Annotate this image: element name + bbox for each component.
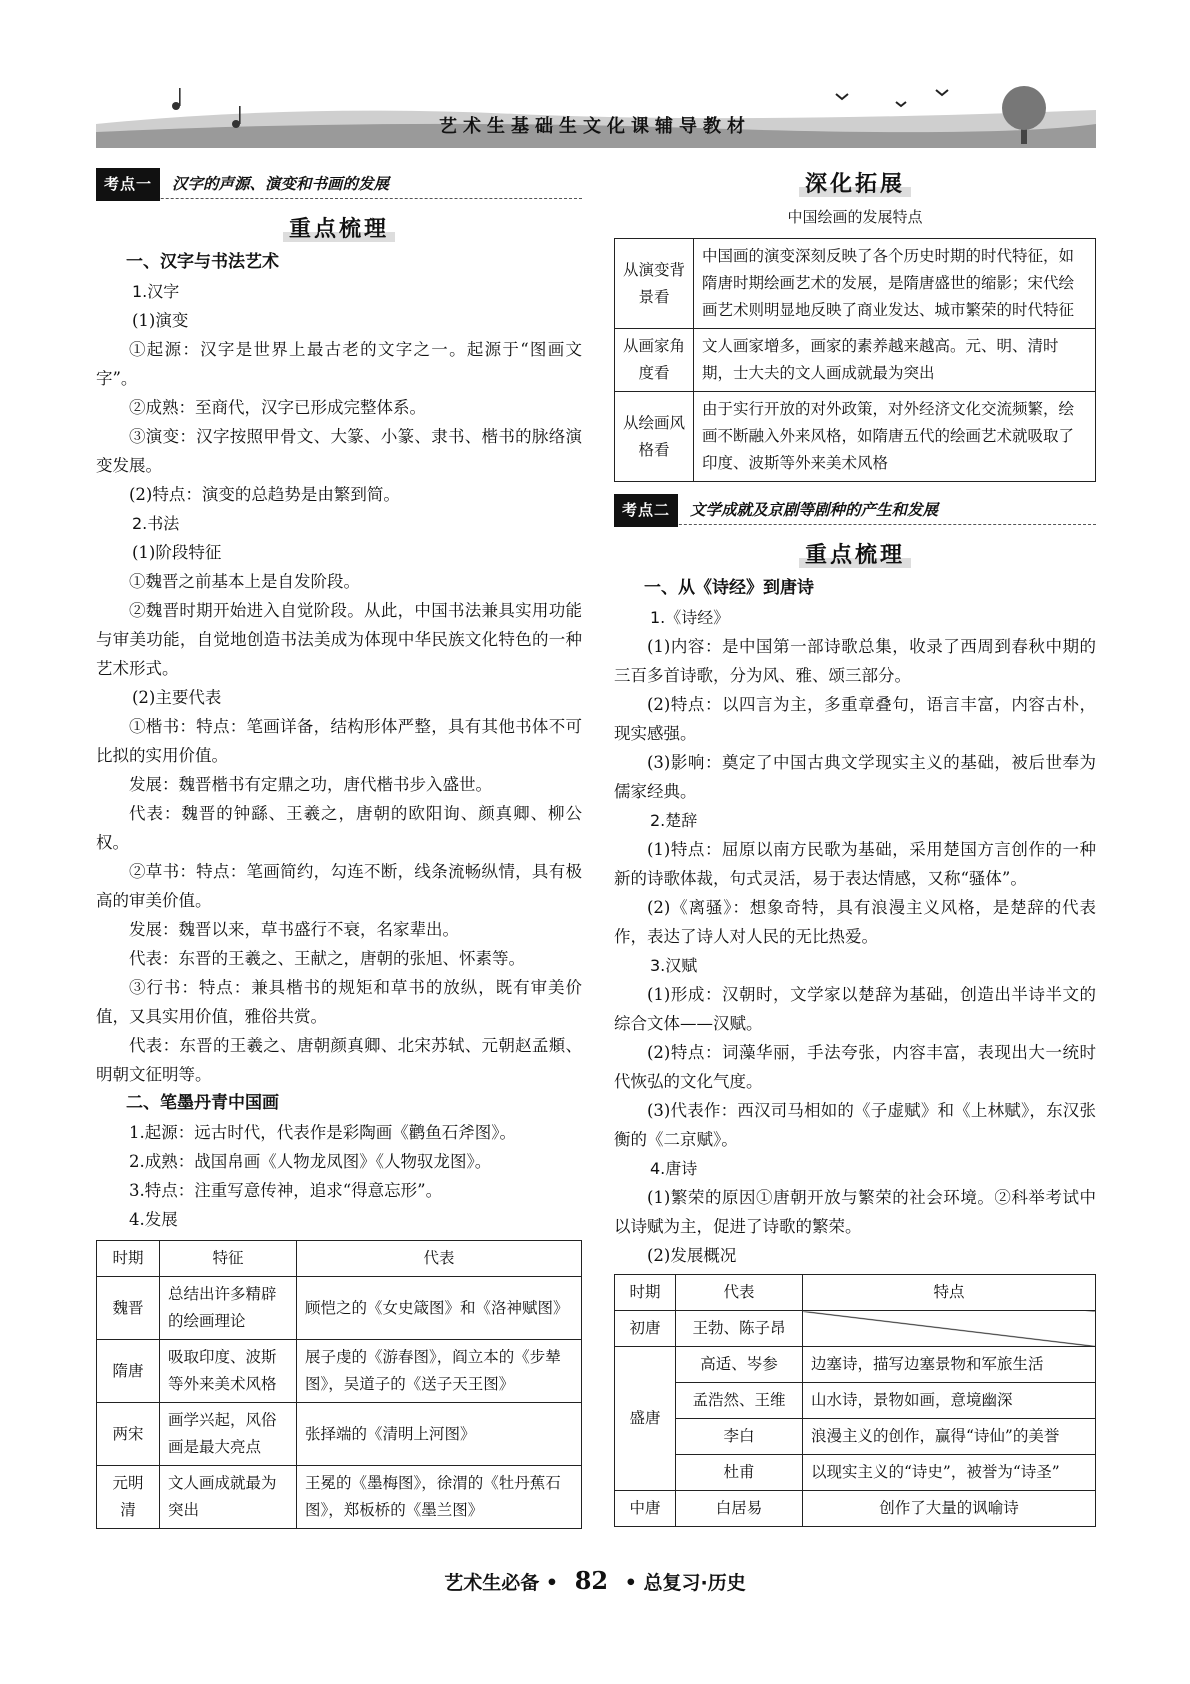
paragraph: ①起源：汉字是世界上最古老的文字之一。起源于“图画文字”。 <box>96 340 582 388</box>
table-row: 魏晋 总结出许多精辟的绘画理论 顾恺之的《女史箴图》和《洛神赋图》 <box>97 1277 582 1340</box>
heading: 一、从《诗经》到唐诗 <box>644 578 814 598</box>
subheading: 4.唐诗 <box>650 1159 698 1178</box>
paragraph: (3)影响：奠定了中国古典文学现实主义的基础，被后世奉为儒家经典。 <box>614 753 1096 801</box>
right-column <box>614 170 1096 1527</box>
paragraph: ②成熟：至商代，汉字已形成完整体系。 <box>129 398 426 417</box>
paragraph: (2)特点：演变的总趋势是由繁到简。 <box>129 485 400 504</box>
topic-title: 汉字的声源、演变和书画的发展 <box>172 174 390 193</box>
paragraph: 发展：魏晋楷书有定鼎之功，唐代楷书步入盛世。 <box>129 775 492 794</box>
table-row: 中唐 白居易 创作了大量的讽喻诗 <box>615 1491 1096 1527</box>
extension-heading: 深化拓展 <box>614 170 1096 199</box>
paragraph: ①楷书：特点：笔画详备，结构形体严整，具有其他书体不可比拟的实用价值。 <box>96 717 582 765</box>
paragraph: (1)特点：屈原以南方民歌为基础，采用楚国方言创作的一种新的诗歌体裁，句式灵活，易于表达情感，又称“骚体”。 <box>614 840 1096 888</box>
subheading: 1.汉字 <box>132 282 180 301</box>
section-heading: 重点梳理 <box>96 215 582 244</box>
topic-title: 文学成就及京剧等剧种的产生和发展 <box>690 500 939 519</box>
subheading: 3.汉赋 <box>650 956 698 975</box>
paragraph: ③行书：特点：兼具楷书的规矩和草书的放纵，既有审美价值，又具实用价值，雅俗共赏。 <box>96 978 582 1026</box>
paragraph: (3)代表作：西汉司马相如的《子虚赋》和《上林赋》，东汉张衡的《二京赋》。 <box>614 1101 1096 1149</box>
paragraph: (1)形成：汉朝时，文学家以楚辞为基础，创造出半诗半文的综合文体——汉赋。 <box>614 985 1096 1033</box>
footer-subject: 总复习·历史 <box>643 1572 746 1594</box>
paragraph: 代表：东晋的王羲之、王献之，唐朝的张旭、怀素等。 <box>129 949 525 968</box>
paragraph: 发展：魏晋以来，草书盛行不衰，名家辈出。 <box>129 920 459 939</box>
paragraph: ②魏晋时期开始进入自觉阶段。从此，中国书法兼具实用功能与审美功能，自觉地创造书法美成为体现中华民族文化特色的一种艺术形式。 <box>96 601 582 678</box>
paragraph: (2)发展概况 <box>647 1246 737 1265</box>
paragraph: (1)演变 <box>132 311 189 330</box>
table-row: 初唐 王勃、陈子昂 <box>615 1311 1096 1347</box>
banner-title: 艺术生基础生文化课辅导教材 <box>439 116 751 137</box>
table-row: 盛唐 高适、岑参 边塞诗，描写边塞景物和军旅生活 <box>615 1347 1096 1383</box>
heading: 二、笔墨丹青中国画 <box>126 1093 279 1113</box>
diagonal-cell <box>803 1311 1096 1347</box>
table-row: 杜甫 以现实主义的“诗史”，被誉为“诗圣” <box>615 1455 1096 1491</box>
footer-series: 艺术生必备 <box>444 1572 540 1594</box>
tang-poetry-table <box>614 1274 1096 1527</box>
topic-badge: 考点二 <box>614 494 678 527</box>
table-row: 从演变背景看 中国画的演变深刻反映了各个历史时期的时代特征，如隋唐时期绘画艺术的发展，是隋唐盛世的缩影；宋代绘画艺术则明显地反映了商业发达、城市繁荣的时代特征 <box>615 239 1096 329</box>
table-row: 两宋 画学兴起，风俗画是最大亮点 张择端的《清明上河图》 <box>97 1403 582 1466</box>
paragraph: 4.发展 <box>129 1210 178 1229</box>
paragraph: ③演变：汉字按照甲骨文、大篆、小篆、隶书、楷书的脉络演变发展。 <box>96 427 582 475</box>
paragraph: 代表：魏晋的钟繇、王羲之，唐朝的欧阳询、颜真卿、柳公权。 <box>96 804 582 852</box>
table-row: 从绘画风格看 由于实行开放的对外政策，对外经济文化交流频繁，绘画不断融入外来风格，如隋唐五代的绘画艺术就吸取了印度、波斯等外来美术风格 <box>615 392 1096 482</box>
page-number: 82 <box>574 1566 609 1595</box>
topic-badge: 考点一 <box>96 168 160 201</box>
painting-development-table <box>96 1240 582 1529</box>
paragraph: 代表：东晋的王羲之、唐朝颜真卿、北宋苏轼、元朝赵孟頫、明朝文征明等。 <box>96 1036 582 1084</box>
subheading: 1.《诗经》 <box>650 608 730 627</box>
table-row: 隋唐 吸取印度、波斯等外来美术风格 展子虔的《游春图》，阎立本的《步辇图》，吴道子的《送子天王图》 <box>97 1340 582 1403</box>
table-caption: 中国绘画的发展特点 <box>787 208 923 226</box>
paragraph: (2)特点：词藻华丽，手法夸张，内容丰富，表现出大一统时代恢弘的文化气度。 <box>614 1043 1096 1091</box>
painting-features-table <box>614 238 1096 482</box>
table-header-row: 时期 代表 特点 <box>615 1275 1096 1311</box>
table-row: 李白 浪漫主义的创作，赢得“诗仙”的美誉 <box>615 1419 1096 1455</box>
left-column <box>96 170 582 1529</box>
paragraph: 1.起源：远古时代，代表作是彩陶画《鹳鱼石斧图》。 <box>129 1123 516 1142</box>
table-header-row: 时期 特征 代表 <box>97 1241 582 1277</box>
table-row: 孟浩然、王维 山水诗，景物如画，意境幽深 <box>615 1383 1096 1419</box>
table-row: 元明清 文人画成就最为突出 王冕的《墨梅图》，徐渭的《牡丹蕉石图》，郑板桥的《墨兰图》 <box>97 1466 582 1529</box>
paragraph: ②草书：特点：笔画简约，勾连不断，线条流畅纵情，具有极高的审美价值。 <box>96 862 582 910</box>
table-row: 从画家角度看 文人画家增多，画家的素养越来越高。元、明、清时期，士大夫的文人画成就最为突出 <box>615 329 1096 392</box>
topic-header <box>96 170 582 199</box>
subheading: 2.楚辞 <box>650 811 698 830</box>
page-footer: 艺术生必备 • 82 • 总复习·历史 <box>444 1566 746 1595</box>
topic-header <box>614 496 1096 525</box>
section-heading: 重点梳理 <box>614 541 1096 570</box>
paragraph: 2.成熟：战国帛画《人物龙凤图》《人物驭龙图》。 <box>129 1152 492 1171</box>
paragraph: (1)内容：是中国第一部诗歌总集，收录了西周到春秋中期的三百多首诗歌，分为风、雅、颂三部分。 <box>614 637 1096 685</box>
paragraph: (2)特点：以四言为主，多重章叠句，语言丰富，内容古朴，现实感强。 <box>614 695 1096 743</box>
heading: 一、汉字与书法艺术 <box>126 252 279 272</box>
paragraph: (1)繁荣的原因①唐朝开放与繁荣的社会环境。②科举考试中以诗赋为主，促进了诗歌的繁荣。 <box>614 1188 1096 1236</box>
bird-icon <box>836 90 948 106</box>
paragraph: (2)主要代表 <box>132 688 222 707</box>
paragraph: (1)阶段特征 <box>132 543 222 562</box>
subheading: 2.书法 <box>132 514 180 533</box>
paragraph: 3.特点：注重写意传神，追求“得意忘形”。 <box>129 1181 443 1200</box>
paragraph: (2)《离骚》：想象奇特，具有浪漫主义风格，是楚辞的代表作，表达了诗人对人民的无比热爱。 <box>614 898 1096 946</box>
paragraph: ①魏晋之前基本上是自发阶段。 <box>129 572 360 591</box>
